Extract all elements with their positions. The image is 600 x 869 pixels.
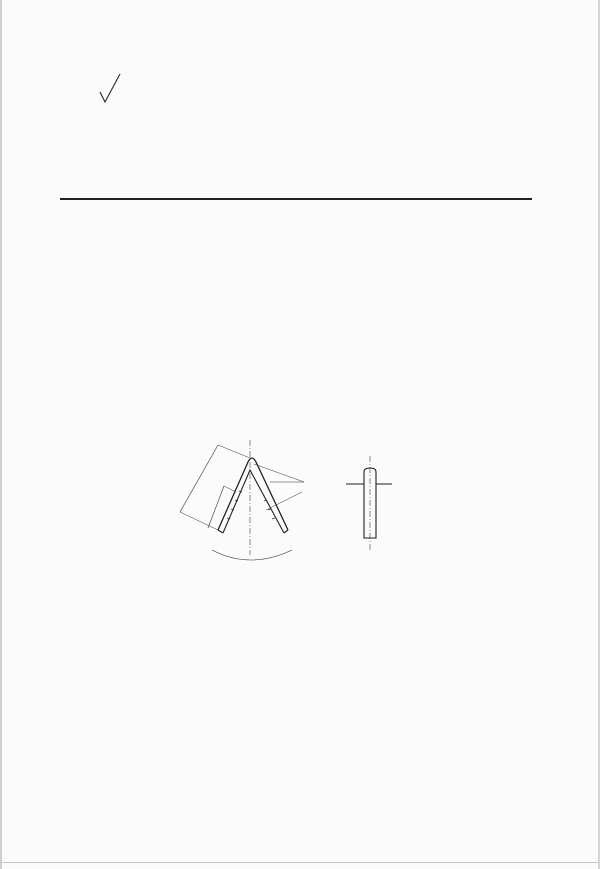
reference-gb191 — [82, 316, 128, 328]
scan-edge-left — [0, 0, 2, 869]
section-heading-4 — [62, 600, 84, 613]
checkmark-icon — [98, 72, 124, 106]
scan-edge-bottom — [0, 862, 600, 863]
header-divider — [60, 198, 532, 200]
requirement-4-7 — [62, 741, 90, 753]
requirement-4-5 — [62, 703, 90, 715]
reference-gb2828 — [82, 334, 128, 346]
requirement-4-4 — [62, 684, 90, 696]
requirement-4-1 — [62, 627, 90, 639]
section-heading-2 — [62, 291, 84, 304]
requirement-4-6 — [62, 722, 90, 734]
requirement-4-3 — [62, 665, 90, 677]
reference-gb4342 — [82, 352, 128, 364]
silver-clip-drawing — [170, 430, 440, 580]
requirement-4-2 — [62, 646, 90, 658]
section-heading-3 — [62, 373, 84, 386]
section-heading-1 — [62, 222, 84, 235]
